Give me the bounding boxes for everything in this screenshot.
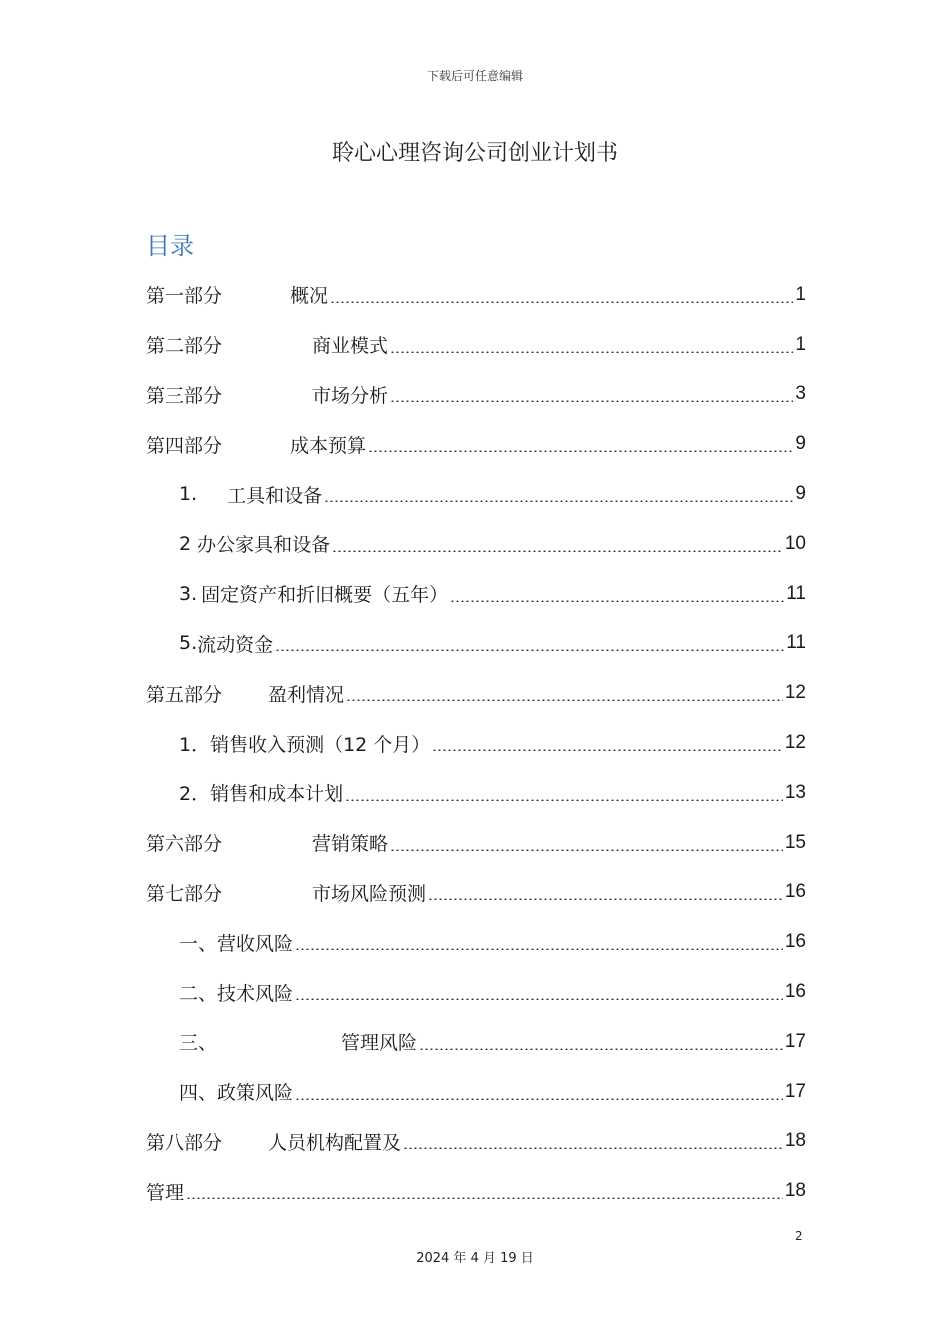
toc-entry[interactable] (146, 1166, 806, 1216)
toc-dot-leader (332, 550, 783, 552)
toc-entry-page: 16 (784, 931, 806, 953)
toc-entry[interactable] (146, 668, 806, 718)
toc-entry-section: 1. (179, 483, 198, 506)
toc-entry-page: 3 (795, 383, 806, 405)
toc-dot-leader (345, 799, 783, 801)
table-of-contents (146, 270, 806, 1216)
toc-entry-title: 营销策略 (312, 833, 389, 856)
toc-entry-title: 固定资产和折旧概要（五年） (201, 584, 449, 607)
toc-entry-section: 第四部分 (146, 434, 223, 457)
toc-dot-leader (450, 600, 784, 602)
toc-entry-title: 人员机构配置及 (268, 1131, 402, 1154)
toc-entry-page: 1 (795, 333, 806, 355)
toc-entry-page: 11 (786, 632, 806, 654)
toc-entry-section: 1． (179, 733, 211, 756)
page-number: 2 (795, 1229, 803, 1243)
toc-dot-leader (390, 849, 783, 851)
header-note: 下载后可任意编辑 (426, 69, 523, 83)
toc-dot-leader (324, 500, 793, 502)
toc-entry-title: 销售和成本计划 (210, 783, 344, 806)
toc-dot-leader (390, 351, 793, 353)
toc-entry-page: 13 (784, 781, 806, 803)
toc-entry[interactable] (146, 619, 806, 669)
toc-dot-leader (390, 400, 793, 402)
toc-dot-leader (346, 699, 783, 701)
toc-dot-leader (295, 1098, 783, 1100)
toc-entry[interactable] (146, 718, 806, 768)
toc-entry[interactable] (146, 519, 806, 569)
toc-entry-section: 一、 (179, 932, 218, 955)
toc-dot-leader (403, 1147, 783, 1149)
toc-entry-section: 第六部分 (146, 833, 223, 856)
toc-entry-title: 市场风险预测 (312, 882, 427, 905)
toc-entry-title: 工具和设备 (227, 484, 323, 507)
toc-entry[interactable] (146, 868, 806, 918)
toc-entry-title: 概况 (290, 285, 329, 308)
toc-entry-title: 市场分析 (312, 384, 389, 407)
toc-entry-page: 10 (784, 532, 806, 554)
toc-entry-title: 盈利情况 (268, 683, 345, 706)
toc-entry-title: 销售收入预测（12 个月） (210, 733, 431, 756)
toc-dot-leader (432, 749, 783, 751)
toc-entry-section: 第一部分 (146, 285, 223, 308)
toc-entry-page: 9 (795, 433, 806, 455)
toc-entry[interactable] (146, 818, 806, 868)
toc-entry-page: 11 (786, 582, 806, 604)
toc-entry-section: 5. (179, 632, 198, 655)
toc-dot-leader (330, 301, 793, 303)
toc-entry-section: 2 (179, 532, 192, 555)
toc-entry[interactable] (146, 1117, 806, 1167)
toc-entry-page: 17 (784, 1030, 806, 1052)
toc-entry-section: 第七部分 (146, 882, 223, 905)
toc-entry-section: 第三部分 (146, 384, 223, 407)
toc-entry-page: 18 (784, 1130, 806, 1152)
toc-entry[interactable] (146, 370, 806, 420)
toc-entry-page: 12 (784, 732, 806, 754)
toc-entry[interactable] (146, 270, 806, 320)
toc-entry[interactable] (146, 469, 806, 519)
toc-entry[interactable] (146, 569, 806, 619)
toc-entry-section: 2． (179, 783, 211, 806)
toc-dot-leader (295, 948, 783, 950)
toc-entry-title: 成本预算 (290, 434, 367, 457)
toc-entry-title: 营收风险 (217, 932, 294, 955)
toc-dot-leader (368, 450, 793, 452)
toc-entry-title: 商业模式 (312, 335, 389, 358)
toc-entry-section: 3. (179, 582, 198, 605)
toc-entry-section: 二、 (179, 982, 218, 1005)
toc-entry-title: 流动资金 (197, 633, 274, 656)
toc-entry[interactable] (146, 967, 806, 1017)
toc-entry-section: 四、 (179, 1082, 218, 1105)
toc-dot-leader (428, 898, 783, 900)
toc-entry[interactable] (146, 917, 806, 967)
toc-entry-page: 12 (784, 682, 806, 704)
toc-entry[interactable] (146, 320, 806, 370)
toc-entry-title: 政策风险 (217, 1082, 294, 1105)
toc-entry-section: 第二部分 (146, 335, 223, 358)
toc-entry-section: 第八部分 (146, 1131, 223, 1154)
toc-entry-title: 技术风险 (217, 982, 294, 1005)
toc-dot-leader (186, 1197, 783, 1199)
toc-entry[interactable] (146, 1067, 806, 1117)
toc-entry-page: 16 (784, 981, 806, 1003)
toc-entry-title: 管理风险 (341, 1032, 418, 1055)
toc-entry[interactable] (146, 768, 806, 818)
toc-entry-title: 管理 (146, 1181, 185, 1204)
toc-entry-section: 三、 (179, 1032, 218, 1055)
document-title: 聆心心理咨询公司创业计划书 (331, 141, 618, 166)
toc-entry-page: 9 (795, 483, 806, 505)
toc-dot-leader (295, 998, 783, 1000)
toc-entry-title: 办公家具和设备 (197, 534, 331, 557)
toc-entry-page: 17 (784, 1080, 806, 1102)
toc-entry-page: 16 (784, 881, 806, 903)
toc-entry[interactable] (146, 419, 806, 469)
toc-entry-section: 第五部分 (146, 683, 223, 706)
toc-dot-leader (419, 1048, 783, 1050)
toc-entry-page: 18 (784, 1180, 806, 1202)
toc-entry-page: 15 (784, 831, 806, 853)
toc-heading: 目录 (146, 232, 194, 260)
toc-dot-leader (275, 649, 784, 651)
footer-date: 2024 年 4 月 19 日 (416, 1251, 534, 1266)
toc-entry[interactable] (146, 1017, 806, 1067)
toc-entry-page: 1 (795, 283, 806, 305)
